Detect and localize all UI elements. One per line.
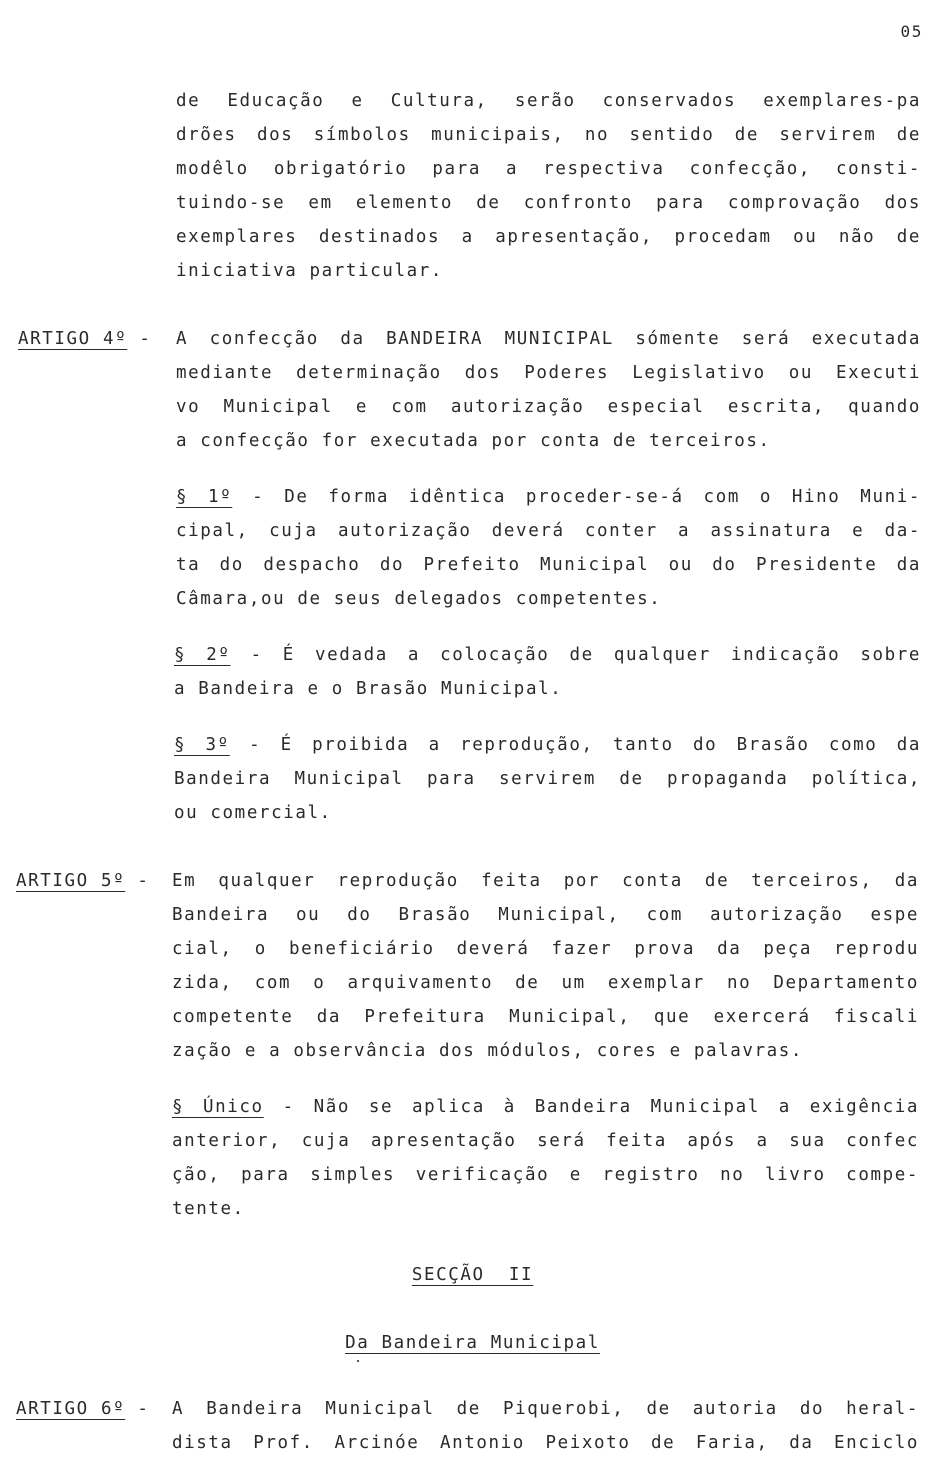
text-line: vo Municipal e com autorização especial escrita, quando	[176, 397, 921, 417]
section-subtitle-text: Da Bandeira Municipal	[345, 1333, 600, 1353]
text-line: A Bandeira Municipal de Piquerobi, de autoria do heral-	[172, 1399, 919, 1419]
text-line: iniciativa particular.	[176, 261, 443, 281]
intro-paragraph	[176, 84, 921, 288]
text-line: exemplares destinados a apresentação, procedam ou não de	[176, 227, 921, 247]
section-title-text: SECÇÃO II	[411, 1265, 534, 1285]
text-line: Em qualquer reprodução feita por conta de terceiros, da	[172, 871, 919, 891]
paragraph-mark: § Único	[172, 1097, 264, 1117]
section-subtitle	[0, 1326, 945, 1360]
section-title	[0, 1258, 945, 1292]
article-4-label-row	[18, 322, 152, 356]
text-line: Câmara,ou de seus delegados competentes.	[176, 589, 662, 609]
text-line: drões dos símbolos municipais, no sentido de servirem de	[176, 125, 921, 145]
text-line	[172, 1090, 919, 1124]
article-4-dash: -	[139, 329, 152, 349]
text-line: tuindo-se em elemento de confronto para comprovação dos	[176, 193, 921, 213]
text-line: competente da Prefeitura Municipal, que exercerá fiscali	[172, 1007, 919, 1027]
text-line: tente.	[172, 1199, 245, 1219]
paragraph-mark: § 1º	[176, 487, 233, 507]
article-5-dash: -	[137, 871, 150, 891]
text-line: A confecção da BANDEIRA MUNICIPAL sómente será executada	[176, 329, 921, 349]
article-6-label: ARTIGO 6º	[16, 1399, 126, 1419]
text-line: dista Prof. Arcinóe Antonio Peixoto de Faria, da Enciclo	[172, 1433, 919, 1453]
article-4-label: ARTIGO 4º	[18, 329, 128, 349]
text-line: ção, para simples verificação e registro no livro compe-	[172, 1165, 919, 1185]
article-4-paragraph-1	[176, 480, 921, 616]
article-5-body	[172, 864, 919, 1068]
article-4-paragraph-2	[174, 638, 921, 706]
text-line: a confecção for executada por conta de terceiros.	[176, 431, 771, 451]
text-line: zida, com o arquivamento de um exemplar no Departamento	[172, 973, 919, 993]
text-line	[176, 480, 921, 514]
article-5-label: ARTIGO 5º	[16, 871, 126, 891]
article-4-body	[176, 322, 921, 458]
paragraph-text: - De forma idêntica proceder-se-á com o Hino Muni-	[232, 487, 921, 507]
text-line: modêlo obrigatório para a respectiva confecção, consti-	[176, 159, 921, 179]
text-line: mediante determinação dos Poderes Legislativo ou Executi	[176, 363, 921, 383]
article-6-label-row	[16, 1392, 150, 1426]
text-line: a Bandeira e o Brasão Municipal.	[174, 679, 563, 699]
article-5-paragraph-unico	[172, 1090, 919, 1226]
article-6-dash: -	[137, 1399, 150, 1419]
article-4-paragraph-3	[174, 728, 921, 830]
text-line: ta do despacho do Prefeito Municipal ou do Presidente da	[176, 555, 921, 575]
text-line: cial, o beneficiário deverá fazer prova da peça reprodu	[172, 939, 919, 959]
text-line	[174, 638, 921, 672]
text-line: anterior, cuja apresentação será feita após a sua confec	[172, 1131, 919, 1151]
text-line: Bandeira Municipal para servirem de propaganda política,	[174, 769, 921, 789]
article-6-body	[172, 1392, 919, 1460]
paragraph-mark: § 3º	[174, 735, 230, 755]
paragraph-text: - Não se aplica à Bandeira Municipal a exigência	[263, 1097, 919, 1117]
paragraph-mark: § 2º	[174, 645, 231, 665]
text-line: de Educação e Cultura, serão conservados exemplares-pa	[176, 91, 921, 111]
page-number: 05	[900, 22, 923, 41]
text-line: ou comercial.	[174, 803, 332, 823]
paragraph-text: - É vedada a colocação de qualquer indicação sobre	[230, 645, 921, 665]
text-line: cipal, cuja autorização deverá conter a assinatura e da-	[176, 521, 921, 541]
text-line	[174, 728, 921, 762]
text-line: zação e a observância dos módulos, cores e palavras.	[172, 1041, 804, 1061]
article-5-label-row	[16, 864, 150, 898]
stray-dot	[357, 1360, 359, 1362]
text-line: Bandeira ou do Brasão Municipal, com autorização espe	[172, 905, 919, 925]
paragraph-text: - É proibida a reprodução, tanto do Brasão como da	[229, 735, 921, 755]
